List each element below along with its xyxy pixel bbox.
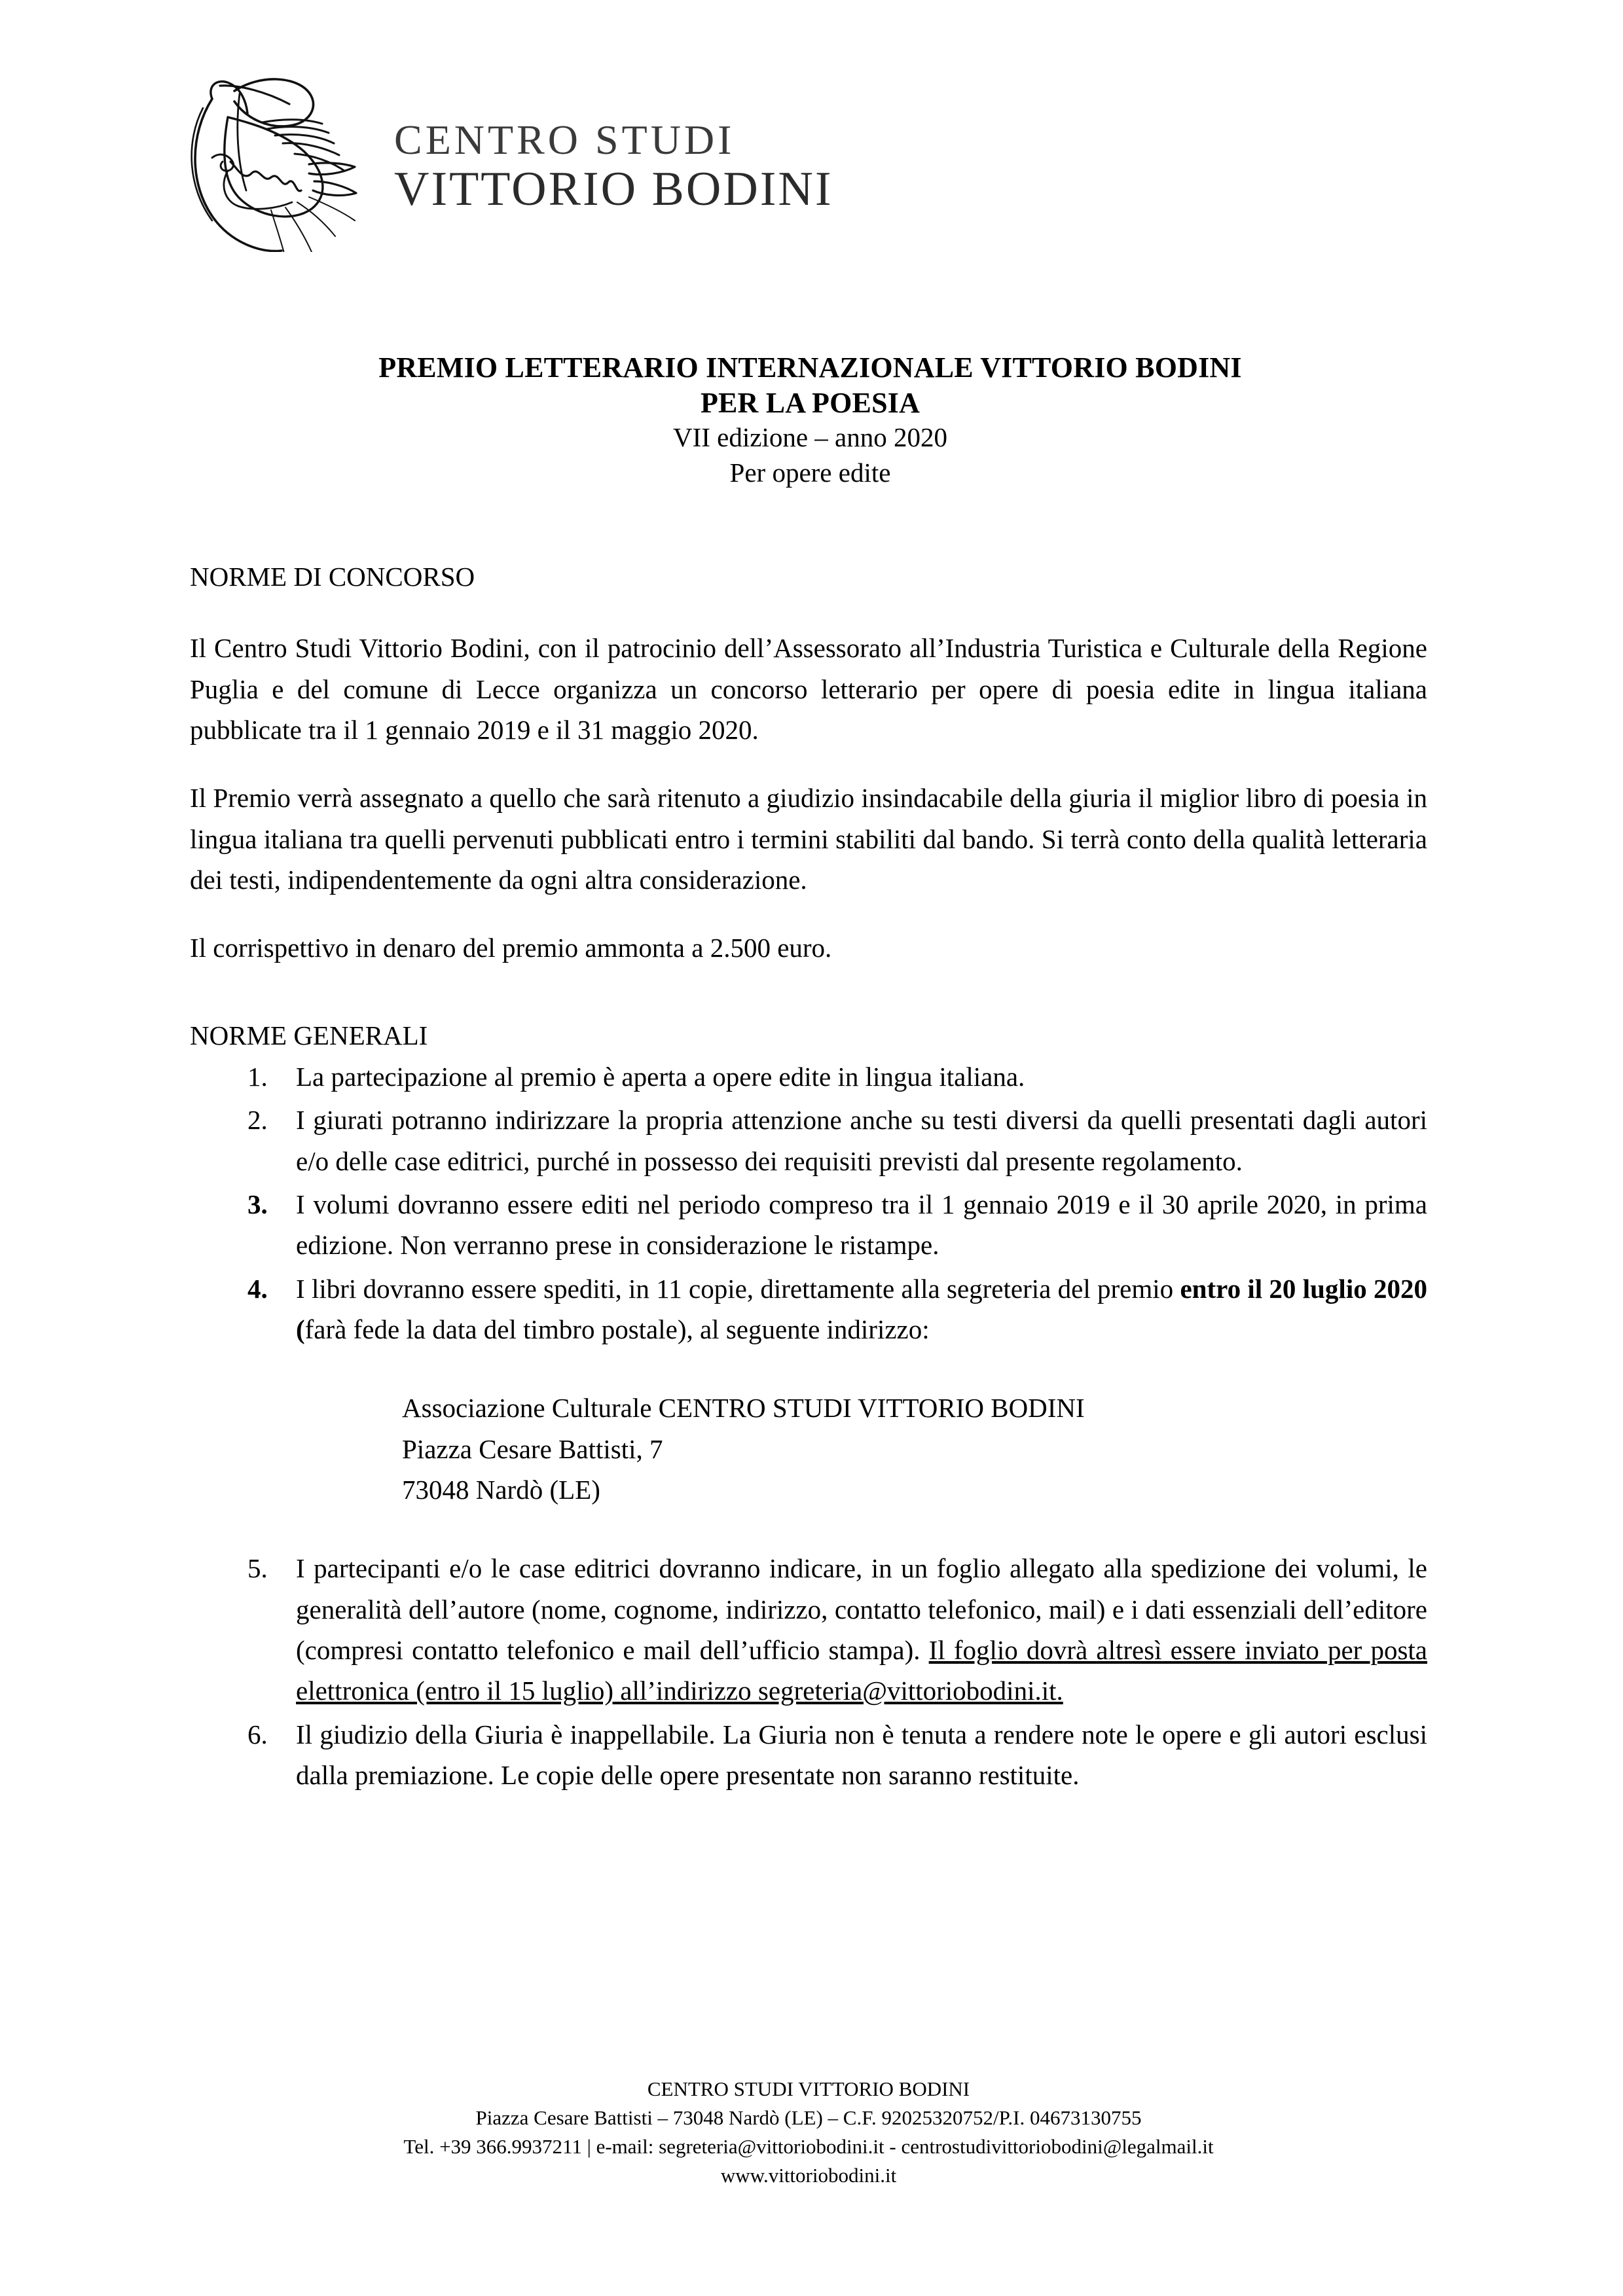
rule-item-6 [190, 1714, 1427, 1796]
rule-item-4 [190, 1268, 1427, 1511]
rule-item-5 [190, 1548, 1427, 1711]
footer-website: www.vittoriobodini.it [720, 2164, 897, 2187]
title-line-2: PER LA POESIA [700, 386, 921, 419]
logo-wordmark [394, 99, 833, 215]
footer-contacts: Tel. +39 366.9937211 | e-mail: segreteria@vittoriobodini.it - centrostudivittoriobodini@legalmail.it [403, 2135, 1214, 2159]
paragraph-corrispettivo: Il corrispettivo in denaro del premio ammonta a 2.500 euro. [190, 933, 832, 963]
rule-number-1: 1. [247, 1062, 268, 1092]
rules-list [190, 1056, 1427, 1795]
rule-text-2: I giurati potranno indirizzare la propria attenzione anche su testi diversi da quelli presentati dagli autori e/o delle case editrici, purché in possesso dei requisiti previsti dal presente regolamento. [296, 1105, 1427, 1176]
rule-text-4-part2: farà fede la data del timbro postale), al seguente indirizzo: [304, 1314, 930, 1344]
title-edition: VII edizione – anno 2020 [673, 422, 947, 453]
address-line-1: Associazione Culturale CENTRO STUDI VITTORIO BODINI [402, 1393, 1085, 1424]
rule-text-4-deadline: entro il 20 luglio 2020 ( [296, 1273, 1428, 1344]
title-category: Per opere edite [729, 457, 891, 488]
rule-number-4: 4. [247, 1273, 268, 1304]
document-body [190, 560, 1427, 1798]
footer-address: Piazza Cesare Battisti – 73048 Nardò (LE) – C.F. 92025320752/P.I. 04673130755 [475, 2106, 1142, 2130]
section-spacer [190, 969, 1427, 1018]
paragraph-intro: Il Centro Studi Vittorio Bodini, con il patrocinio dell’Assessorato all’Industria Turistica e Culturale della Regione Puglia e del comune di Lecce organizza un concorso letterario per opere di poesia edite in lingua italiana pubblicate tra il 1 gennaio 2019 e il 31 maggio 2020. [190, 633, 1427, 745]
rule-item-2 [190, 1100, 1427, 1181]
rule-item-1 [190, 1056, 1427, 1097]
heading-norme-di-concorso: NORME DI CONCORSO [190, 562, 475, 592]
logo-line-2: VITTORIO BODINI [394, 162, 833, 216]
document-title-block [190, 350, 1431, 490]
rule-item-3 [190, 1184, 1427, 1266]
rule-number-2: 2. [247, 1105, 268, 1136]
logo-line-1: CENTRO STUDI [394, 116, 735, 163]
heading-norme-generali: NORME GENERALI [190, 1020, 428, 1050]
rule-text-5-part1: I partecipanti e/o le case editrici dovranno indicare, in un foglio allegato alla spedizione dei volumi, le generalità dell’autore (nome, cognome, indirizzo, contatto telefonico, mail) e i dati essenziali dell’editore (compresi contatto telefonico e mail dell’ufficio stampa). [296, 1553, 1427, 1665]
bodini-line-drawing-logo-icon [183, 62, 380, 252]
address-line-3: 73048 Nardò (LE) [402, 1474, 600, 1505]
title-line-1: PREMIO LETTERARIO INTERNAZIONALE VITTORIO BODINI [378, 351, 1242, 384]
rule-text-1: La partecipazione al premio è aperta a opere edite in lingua italiana. [296, 1062, 1025, 1092]
rule-text-6: Il giudizio della Giuria è inappellabile. La Giuria non è tenuta a rendere note le opere e gli autori esclusi dalla premiazione. Le copie delle opere presentate non saranno restituite. [296, 1719, 1427, 1790]
rule-number-3: 3. [247, 1189, 268, 1220]
footer-org-name: CENTRO STUDI VITTORIO BODINI [647, 2077, 970, 2100]
letterhead [183, 59, 838, 255]
rule-number-5: 5. [247, 1553, 268, 1584]
rule-text-4-part1: I libri dovranno essere spediti, in 11 copie, direttamente alla segreteria del premio [296, 1273, 1180, 1304]
submission-address [296, 1388, 1427, 1510]
rule-text-5-underlined: Il foglio dovrà altresì essere inviato per posta elettronica (entro il 15 luglio) all’indirizzo segreteria@vittoriobodini.it. [296, 1634, 1427, 1706]
paragraph-premio: Il Premio verrà assegnato a quello che sarà ritenuto a giudizio insindacabile della giuria il miglior libro di poesia in lingua italiana tra quelli pervenuti pubblicati entro i termini stabiliti dal bando. Si terrà conto della qualità letteraria dei testi, indipendentemente da ogni altra considerazione. [190, 783, 1427, 895]
rule-number-6: 6. [247, 1719, 268, 1749]
page-footer [190, 2075, 1427, 2190]
address-line-2: Piazza Cesare Battisti, 7 [402, 1433, 663, 1464]
rule-text-3: I volumi dovranno essere editi nel periodo compreso tra il 1 gennaio 2019 e il 30 aprile 2020, in prima edizione. Non verranno prese in considerazione le ristampe. [296, 1189, 1427, 1261]
